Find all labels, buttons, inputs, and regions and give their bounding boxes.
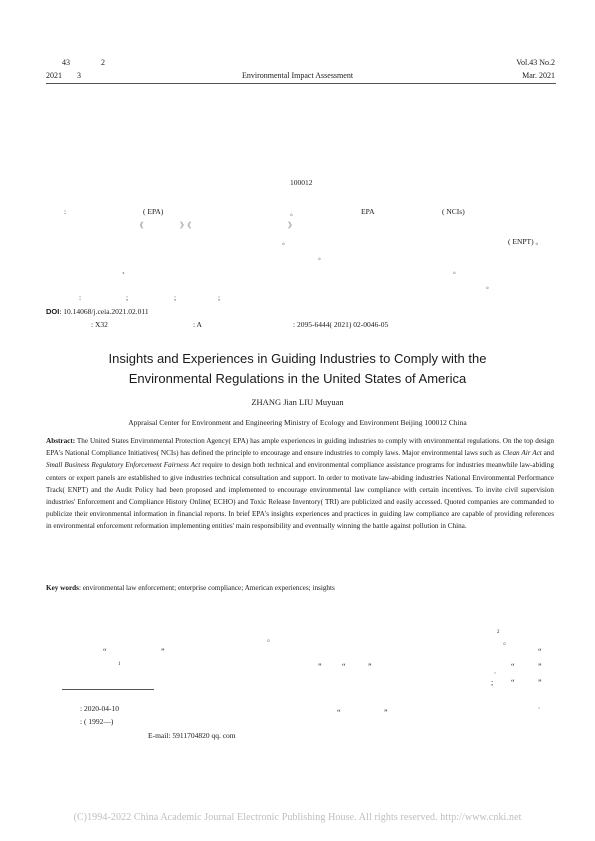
vol-issue-en: Vol.43 No.2 bbox=[516, 58, 555, 67]
cn-abstract-mark-10: ( ENPT) 。 bbox=[508, 237, 543, 246]
body-mark: 。 bbox=[494, 670, 500, 675]
body-mark: 。 bbox=[503, 637, 511, 646]
author-bio: : ( 1992—) bbox=[80, 717, 114, 726]
doi bbox=[46, 307, 149, 316]
body-mark: ” bbox=[384, 708, 388, 717]
body-mark: ” bbox=[318, 662, 322, 671]
abstract-law-clean-air-act: Clean Air Act bbox=[502, 449, 542, 458]
issue-cn: 2 bbox=[101, 58, 105, 67]
month-cn: 3 bbox=[77, 71, 81, 80]
cn-abstract-mark-1: : bbox=[64, 207, 67, 216]
cn-keyword-sep-3: ; bbox=[174, 293, 177, 302]
english-title-line-1: Insights and Experiences in Guiding Industries to Comply with the bbox=[108, 351, 487, 366]
body-mark: ” bbox=[161, 647, 165, 656]
received-date: : 2020-04-10 bbox=[80, 704, 119, 713]
body-mark: “ bbox=[103, 647, 107, 656]
year-cn: 2021 bbox=[46, 71, 62, 80]
author-email: E-mail: 5911704820 qq. com bbox=[148, 731, 236, 740]
body-mark: “ bbox=[337, 708, 341, 717]
body-mark: ” bbox=[368, 662, 372, 671]
header-rule bbox=[46, 83, 556, 84]
abstract-label: Abstract: bbox=[46, 437, 76, 445]
cn-abstract-mark-6: 《 bbox=[136, 221, 144, 230]
document-code: : A bbox=[193, 320, 202, 329]
keywords-label: Key words bbox=[46, 584, 79, 592]
keywords-text: : environmental law enforcement; enterprise compliance; American experiences; insights bbox=[78, 584, 335, 592]
date-en: Mar. 2021 bbox=[522, 71, 555, 80]
body-mark: ” bbox=[538, 662, 542, 671]
body-mark: “ bbox=[538, 647, 542, 656]
cn-abstract-mark-12: 、 bbox=[122, 266, 130, 275]
doi-label: DOI bbox=[46, 307, 60, 316]
cn-abstract-mark-5: ( NCIs) bbox=[442, 207, 465, 216]
cn-abstract-mark-14: 。 bbox=[486, 281, 494, 290]
cnki-copyright-footer: (C)1994-2022 China Academic Journal Electronic Publishing House. All rights reserved. http://www.cnki.net bbox=[73, 812, 522, 823]
abstract-law-sbrefa: Small Business Regulatory Enforcement Fairness Act bbox=[46, 461, 201, 470]
abstract-text-c: require to design both technical and environmental compliance assistance programs for industries meanwhile law-abiding centers or expert panels are established to give industries technical consultation and support. In order to motivate law-abiding industries National Environmental Performance Track( ENPT) and the Audit Policy had been proposed and implemented to encourage environmental law compliance with certain incentives. To invite civil supervision industries' Enforcement and Compliance History Online( ECHO) and Toxic Release Inventory( TRI) are publicized and easily accessed. Quoted companies are commanded to publicize their environmental information in financial reports. In brief EPA's insights experiences and practices in guiding law compliance are capable of providing references in environmental enforcement reformation implementing entities' main responsibility and eventually winning the battle against pollution in China. bbox=[46, 461, 554, 531]
affiliation-en: Appraisal Center for Environment and Engineering Ministry of Ecology and Environment Beijing 100012 China bbox=[128, 418, 467, 427]
doi-value: : 10.14068/j.ceia.2021.02.011 bbox=[59, 307, 149, 316]
english-title-line-2: Environmental Regulations in the United States of America bbox=[128, 371, 467, 386]
body-mark: “ bbox=[511, 678, 515, 687]
abstract-en bbox=[46, 435, 554, 533]
cn-abstract-mark-2: ( EPA) bbox=[143, 207, 164, 216]
keywords-en bbox=[46, 584, 335, 592]
clc-number: : X32 bbox=[91, 320, 108, 329]
affiliation-postcode-cn: 100012 bbox=[290, 178, 313, 187]
abstract-text-a: The United States Environmental Protection Agency( EPA) has ample experiences in guiding industries to comply with environmental regulations. On the top design EPA's National Compliance Initiatives( NCIs) has defined the principle to encourage and ensure industries to comply laws. Major environmental laws such as bbox=[46, 437, 554, 458]
body-mark: ” bbox=[538, 678, 542, 687]
abstract-text-b: and bbox=[541, 449, 554, 458]
cn-abstract-mark-3: 。 bbox=[290, 208, 298, 217]
cn-abstract-mark-7: 》《 bbox=[180, 221, 192, 230]
cn-keyword-sep-2: ; bbox=[126, 293, 129, 302]
body-mark: ; bbox=[491, 678, 494, 687]
body-mark: 。 bbox=[267, 634, 275, 643]
authors-en: ZHANG Jian LIU Muyuan bbox=[251, 397, 344, 407]
cn-abstract-mark-13: 。 bbox=[453, 266, 461, 275]
cn-keyword-sep-1: : bbox=[79, 293, 82, 302]
body-superscript: 2 bbox=[497, 630, 500, 635]
volume-cn: 43 bbox=[62, 58, 70, 67]
cn-abstract-mark-9: 。 bbox=[282, 237, 290, 246]
body-mark: 。 bbox=[538, 705, 544, 710]
article-id: : 2095-6444( 2021) 02-0046-05 bbox=[293, 320, 389, 329]
body-superscript: 1 bbox=[118, 662, 121, 667]
cn-abstract-mark-11: 。 bbox=[318, 252, 326, 261]
body-mark: “ bbox=[511, 662, 515, 671]
body-mark: “ bbox=[342, 662, 346, 671]
cn-keyword-sep-4: ; bbox=[218, 293, 221, 302]
journal-name: Environmental Impact Assessment bbox=[241, 71, 354, 80]
cn-abstract-mark-8: 》 bbox=[288, 221, 296, 230]
footnote-rule bbox=[62, 689, 154, 690]
cn-abstract-mark-4: EPA bbox=[361, 207, 375, 216]
